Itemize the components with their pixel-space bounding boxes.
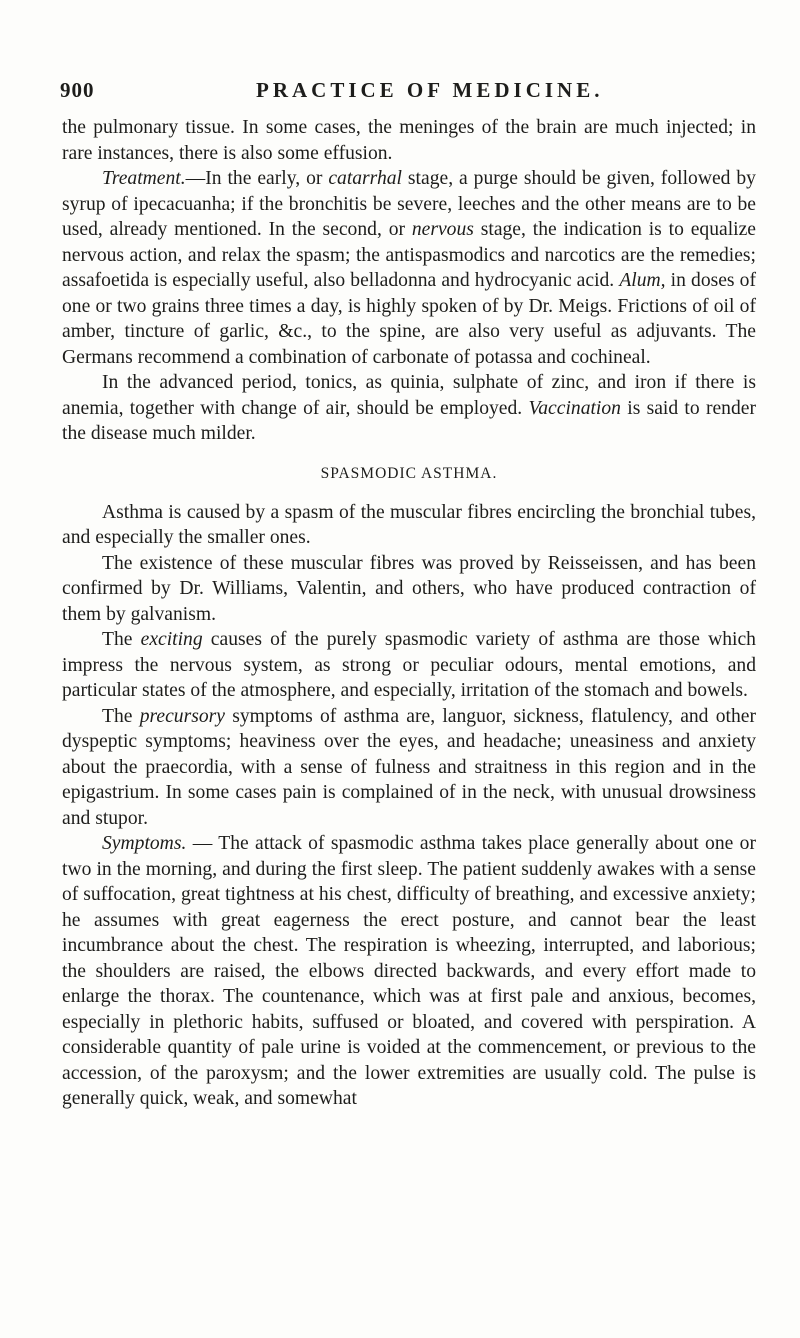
running-head (60, 78, 756, 106)
paragraph-muscular-fibres: The existence of these muscular fibres was proved by Reisseissen, and has been confirmed by Dr. Williams, Valentin, and others, who have produced contraction of them by galvanism. (62, 552, 756, 625)
paragraph-precursory-symptoms: The precursory symptoms of asthma are, languor, sickness, flatulency, and other dyspeptic symptoms; heaviness over the eyes, and headache; uneasiness and anxiety about the praecordia, with a sense of fulness and straitness in this region and in the epigastrium. In some cases pain is complained of in the neck, with unusual drowsiness and stupor. (62, 705, 756, 829)
paragraph-treatment: Treatment.—In the early, or catarrhal stage, a purge should be given, followed by syrup of ipecacuanha; if the bronchitis be severe, leeches and the other means are to be used, already mentioned. In the second, or nervous stage, the indication is to equalize nervous action, and relax the spasm; the antispasmodics and narcotics are the remedies; assafoetida is especially useful, also belladonna and hydrocyanic acid. Alum, in doses of one or two grains three times a day, is highly spoken of by Dr. Meigs. Frictions of oil of amber, tincture of garlic, &c., to the spine, are also very useful as adjuvants. The Germans recommend a combination of carbonate of potassa and cochineal. (62, 168, 756, 368)
run-in-heading-symptoms: Symptoms. (102, 833, 187, 854)
paragraph-asthma-cause: Asthma is caused by a spasm of the muscular fibres encircling the bronchial tubes, and especially the smaller ones. (62, 501, 756, 548)
section-heading: SPASMODIC ASTHMA. (320, 464, 498, 482)
paragraph-symptoms: Symptoms. — The attack of spasmodic asthma takes place generally about one or two in the morning, and during the first sleep. The patient suddenly awakes with a sense of suffocation, great tightness at his chest, difficulty of breathing, and excessive anxiety; he assumes with great eagerness the erect posture, and cannot bear the least incumbrance about the chest. The respiration is wheezing, interrupted, and laborious; the shoulders are raised, the elbows directed backwards, and every effort made to enlarge the thorax. The countenance, which was at first pale and anxious, becomes, especially in plethoric habits, suffused or bloated, and covered with perspiration. A considerable quantity of pale urine is voided at the commencement, or previous to the accession, of the paroxysm; and the lower extremities are usually cold. The pulse is generally quick, weak, and somewhat (62, 833, 756, 1109)
run-in-heading-treatment: Treatment. (102, 168, 186, 189)
body-text (62, 115, 756, 1112)
paragraph-exciting-causes: The exciting causes of the purely spasmodic variety of asthma are those which impress the nervous system, as strong or peculiar odours, mental emotions, and particular states of the atmosphere, and especially, irritation of the stomach and bowels. (62, 629, 756, 701)
page-number: 900 (60, 78, 95, 102)
paragraph-advanced-period: In the advanced period, tonics, as quinia, sulphate of zinc, and iron if there is anemia, together with change of air, should be employed. Vaccination is said to render the disease much milder. (62, 372, 756, 444)
paragraph-continuation: the pulmonary tissue. In some cases, the meninges of the brain are much injected; in rare instances, there is also some effusion. (62, 117, 756, 164)
running-title: PRACTICE OF MEDICINE. (256, 78, 604, 102)
